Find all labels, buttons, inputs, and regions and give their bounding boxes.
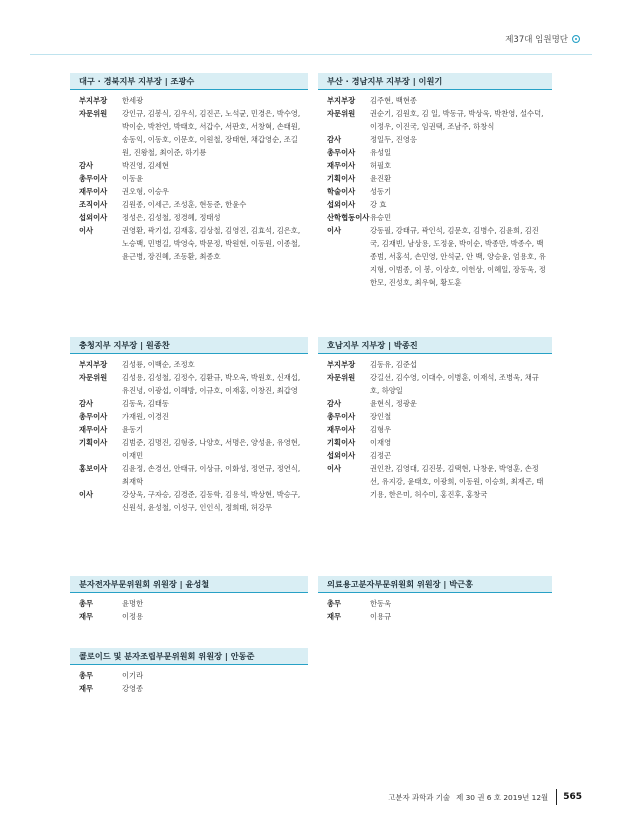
member-names: 유성일 bbox=[370, 148, 392, 157]
header-divider bbox=[30, 54, 592, 55]
member-list bbox=[70, 354, 308, 514]
section-title: 충청지부 지부장 | 원종찬 bbox=[70, 337, 308, 353]
role-label: 자문위원 bbox=[79, 373, 108, 382]
member-row bbox=[318, 172, 552, 185]
member-row bbox=[318, 159, 552, 172]
member-row bbox=[70, 610, 308, 623]
member-names: 권오형, 이승우 bbox=[122, 187, 169, 196]
role-label: 부지부장 bbox=[79, 96, 108, 105]
member-row bbox=[318, 146, 552, 159]
section-medical-polymer bbox=[318, 576, 552, 623]
page-header bbox=[505, 33, 580, 45]
member-names: 이동윤 bbox=[122, 174, 144, 183]
member-names: 이재영 bbox=[370, 438, 392, 447]
section-title: 분자전자부문위원회 위원장 | 윤성철 bbox=[70, 576, 308, 592]
role-label: 자문위원 bbox=[327, 373, 356, 382]
circle-icon bbox=[572, 35, 580, 43]
role-label: 이사 bbox=[327, 464, 342, 473]
role-label: 재무 bbox=[79, 612, 94, 621]
role-label: 홍보이사 bbox=[79, 464, 108, 473]
member-row bbox=[318, 410, 552, 423]
member-names: 김형우 bbox=[370, 425, 392, 434]
member-names: 박진영, 김세현 bbox=[122, 161, 169, 170]
member-row bbox=[318, 198, 552, 211]
role-label: 재무이사 bbox=[327, 425, 356, 434]
role-label: 부지부장 bbox=[327, 96, 356, 105]
member-row bbox=[318, 211, 552, 224]
member-row bbox=[70, 371, 308, 397]
role-label: 섭외이사 bbox=[79, 213, 108, 222]
role-label: 총무 bbox=[327, 599, 342, 608]
role-label: 부지부장 bbox=[327, 360, 356, 369]
role-label: 기획이사 bbox=[327, 174, 356, 183]
member-row bbox=[70, 172, 308, 185]
member-names: 한동욱 bbox=[370, 599, 392, 608]
member-names: 정일두, 진영응 bbox=[370, 135, 417, 144]
role-label: 이사 bbox=[79, 490, 94, 499]
member-names: 강동필, 강태규, 곽인석, 김문호, 김병수, 김윤희, 김진국, 김재빈, 남상용, 도정윤, 박이순, 박종만, 박종수, 백종범, 서홍석, 손민영, 안석균, 안 백, 양승윤, 엄용호, 유지형, 이범종, 이 봉, 이상호, 이헌상, 이혜일, 장동욱, 정한모, 진성호, 최우혁, 황도훈 bbox=[370, 226, 546, 287]
member-row bbox=[318, 597, 552, 610]
member-row bbox=[70, 94, 308, 107]
footer-divider bbox=[556, 789, 557, 805]
member-row bbox=[70, 224, 308, 263]
role-label: 감사 bbox=[79, 161, 94, 170]
member-list bbox=[318, 354, 552, 501]
role-label: 섭외이사 bbox=[327, 451, 356, 460]
member-list bbox=[318, 593, 552, 623]
member-names: 이기라 bbox=[122, 671, 144, 680]
member-names: 성동기 bbox=[370, 187, 392, 196]
role-label: 감사 bbox=[327, 135, 342, 144]
member-names: 권인찬, 김영대, 김진봉, 김택현, 나창운, 박영훈, 손정선, 유지강, 윤태호, 이광희, 이동원, 이승희, 최재곤, 태기용, 한은미, 허수미, 홍진후, 홍창국 bbox=[370, 464, 544, 499]
member-row bbox=[70, 397, 308, 410]
member-row bbox=[318, 94, 552, 107]
member-row bbox=[70, 488, 308, 514]
role-label: 재무이사 bbox=[79, 425, 108, 434]
role-label: 감사 bbox=[327, 399, 342, 408]
member-row bbox=[70, 198, 308, 211]
member-row bbox=[318, 462, 552, 501]
role-label: 산학협동이사 bbox=[327, 213, 370, 222]
role-label: 총무 bbox=[79, 599, 94, 608]
member-list bbox=[70, 665, 308, 695]
member-names: 유승민 bbox=[370, 213, 392, 222]
issue-info: 제 30 권 6 호 2019년 12월 bbox=[456, 792, 549, 802]
role-label: 기획이사 bbox=[327, 438, 356, 447]
member-row bbox=[70, 669, 308, 682]
member-names: 권영환, 곽기섭, 김재홍, 김상철, 김영진, 김효석, 김은호, 노승백, 민병길, 박영숙, 박문정, 박원현, 이동원, 이종철, 윤근병, 장진혜, 조동환, 최종호 bbox=[122, 226, 301, 261]
member-row bbox=[318, 397, 552, 410]
role-label: 조직이사 bbox=[79, 200, 108, 209]
member-row bbox=[318, 423, 552, 436]
member-row bbox=[318, 107, 552, 133]
member-names: 강 효 bbox=[370, 200, 387, 209]
section-title: 콜로이드 및 분자조립부문위원회 위원장 | 안동준 bbox=[70, 648, 308, 664]
member-names: 김정곤 bbox=[370, 451, 392, 460]
member-names: 김성용, 김성철, 김정수, 김환규, 박오옥, 박원호, 신재섭, 유진녕, 이광섭, 이해방, 이규호, 이재홍, 이창진, 최갑영 bbox=[122, 373, 301, 395]
member-row bbox=[70, 682, 308, 695]
member-names: 김성룡, 이백순, 조정호 bbox=[122, 360, 195, 369]
section-title: 호남지부 지부장 | 박종진 bbox=[318, 337, 552, 353]
member-row bbox=[70, 358, 308, 371]
member-list bbox=[70, 593, 308, 623]
role-label: 재무 bbox=[79, 684, 94, 693]
member-row bbox=[318, 371, 552, 397]
member-row bbox=[318, 449, 552, 462]
role-label: 총무이사 bbox=[79, 174, 108, 183]
member-names: 가재원, 이경진 bbox=[122, 412, 169, 421]
member-names: 윤진환 bbox=[370, 174, 392, 183]
member-names: 김윤정, 손경선, 안태규, 이상규, 이화성, 정연규, 정연식, 최재학 bbox=[122, 464, 301, 486]
section-title: 부산 · 경남지부 지부장 | 이원기 bbox=[318, 73, 552, 89]
section-colloid bbox=[70, 648, 308, 695]
member-list bbox=[70, 90, 308, 263]
member-names: 윤현식, 정광운 bbox=[370, 399, 417, 408]
role-label: 섭외이사 bbox=[327, 200, 356, 209]
member-names: 이정용 bbox=[122, 612, 144, 621]
role-label: 총무 bbox=[79, 671, 94, 680]
member-names: 이용규 bbox=[370, 612, 392, 621]
role-label: 재무이사 bbox=[79, 187, 108, 196]
member-row bbox=[70, 410, 308, 423]
role-label: 총무이사 bbox=[327, 412, 356, 421]
member-row bbox=[70, 185, 308, 198]
member-names: 강길선, 김수영, 이대수, 이병훈, 이재석, 조병욱, 채규호, 하양일 bbox=[370, 373, 539, 395]
member-names: 강상욱, 구자승, 김경준, 김동학, 김용석, 박상현, 박승구, 신원석, 윤성철, 이성구, 인인식, 정희태, 허강무 bbox=[122, 490, 301, 512]
member-names: 김동욱, 김태동 bbox=[122, 399, 169, 408]
member-row bbox=[318, 224, 552, 289]
section-title: 의료용고분자부문위원회 위원장 | 박근홍 bbox=[318, 576, 552, 592]
role-label: 이사 bbox=[327, 226, 342, 235]
role-label: 자문위원 bbox=[327, 109, 356, 118]
section-daegu bbox=[70, 73, 308, 263]
member-row bbox=[318, 436, 552, 449]
member-row bbox=[70, 107, 308, 159]
section-title: 대구 · 경북지부 지부장 | 조광수 bbox=[70, 73, 308, 89]
member-names: 강인규, 김봉식, 김우식, 김진곤, 노석균, 민경은, 박수영, 박이순, 박찬언, 박태호, 서갑수, 서판호, 서창혁, 손태원, 송동익, 이동호, 이문호, 이원철, 장태현, 채갑영순, 조길원, 진왕철, 최이준, 하기룡 bbox=[122, 109, 301, 157]
role-label: 기획이사 bbox=[79, 438, 108, 447]
page-number: 565 bbox=[563, 792, 582, 802]
section-chungcheong bbox=[70, 337, 308, 514]
member-row bbox=[70, 436, 308, 462]
section-busan bbox=[318, 73, 552, 289]
member-names: 김동유, 김준섭 bbox=[370, 360, 417, 369]
member-names: 윤동기 bbox=[122, 425, 144, 434]
role-label: 재무 bbox=[327, 612, 342, 621]
member-row bbox=[70, 159, 308, 172]
member-row bbox=[318, 133, 552, 146]
role-label: 자문위원 bbox=[79, 109, 108, 118]
member-row bbox=[70, 423, 308, 436]
role-label: 총무이사 bbox=[79, 412, 108, 421]
role-label: 이사 bbox=[79, 226, 94, 235]
member-names: 강영종 bbox=[122, 684, 144, 693]
member-row bbox=[318, 610, 552, 623]
member-row bbox=[318, 358, 552, 371]
member-names: 윤명한 bbox=[122, 599, 144, 608]
role-label: 재무이사 bbox=[327, 161, 356, 170]
member-names: 한세광 bbox=[122, 96, 144, 105]
role-label: 학술이사 bbox=[327, 187, 356, 196]
member-row bbox=[70, 211, 308, 224]
member-names: 권순기, 김원호, 김 일, 박동규, 박상욱, 박찬영, 설수덕, 이정우, 이진국, 임권택, 조남주, 하창식 bbox=[370, 109, 544, 131]
journal-name: 고분자 과학과 기술 bbox=[388, 792, 451, 802]
member-names: 김원종, 이세근, 조성훈, 현동준, 한윤수 bbox=[122, 200, 247, 209]
section-molecular-electronics bbox=[70, 576, 308, 623]
member-row bbox=[70, 597, 308, 610]
member-names: 허필호 bbox=[370, 161, 392, 170]
section-honam bbox=[318, 337, 552, 501]
member-names: 장인철 bbox=[370, 412, 392, 421]
header-title: 제37대 임원명단 bbox=[505, 35, 568, 45]
page-footer bbox=[388, 789, 582, 805]
member-list bbox=[318, 90, 552, 289]
role-label: 총무이사 bbox=[327, 148, 356, 157]
role-label: 부지부장 bbox=[79, 360, 108, 369]
member-names: 김범준, 김명진, 김형중, 나양호, 서명은, 양성윤, 유영현, 이재민 bbox=[122, 438, 301, 460]
member-names: 김주현, 백현종 bbox=[370, 96, 417, 105]
member-names: 정성은, 김성철, 정경혜, 정태성 bbox=[122, 213, 221, 222]
member-row bbox=[318, 185, 552, 198]
role-label: 감사 bbox=[79, 399, 94, 408]
member-row bbox=[70, 462, 308, 488]
